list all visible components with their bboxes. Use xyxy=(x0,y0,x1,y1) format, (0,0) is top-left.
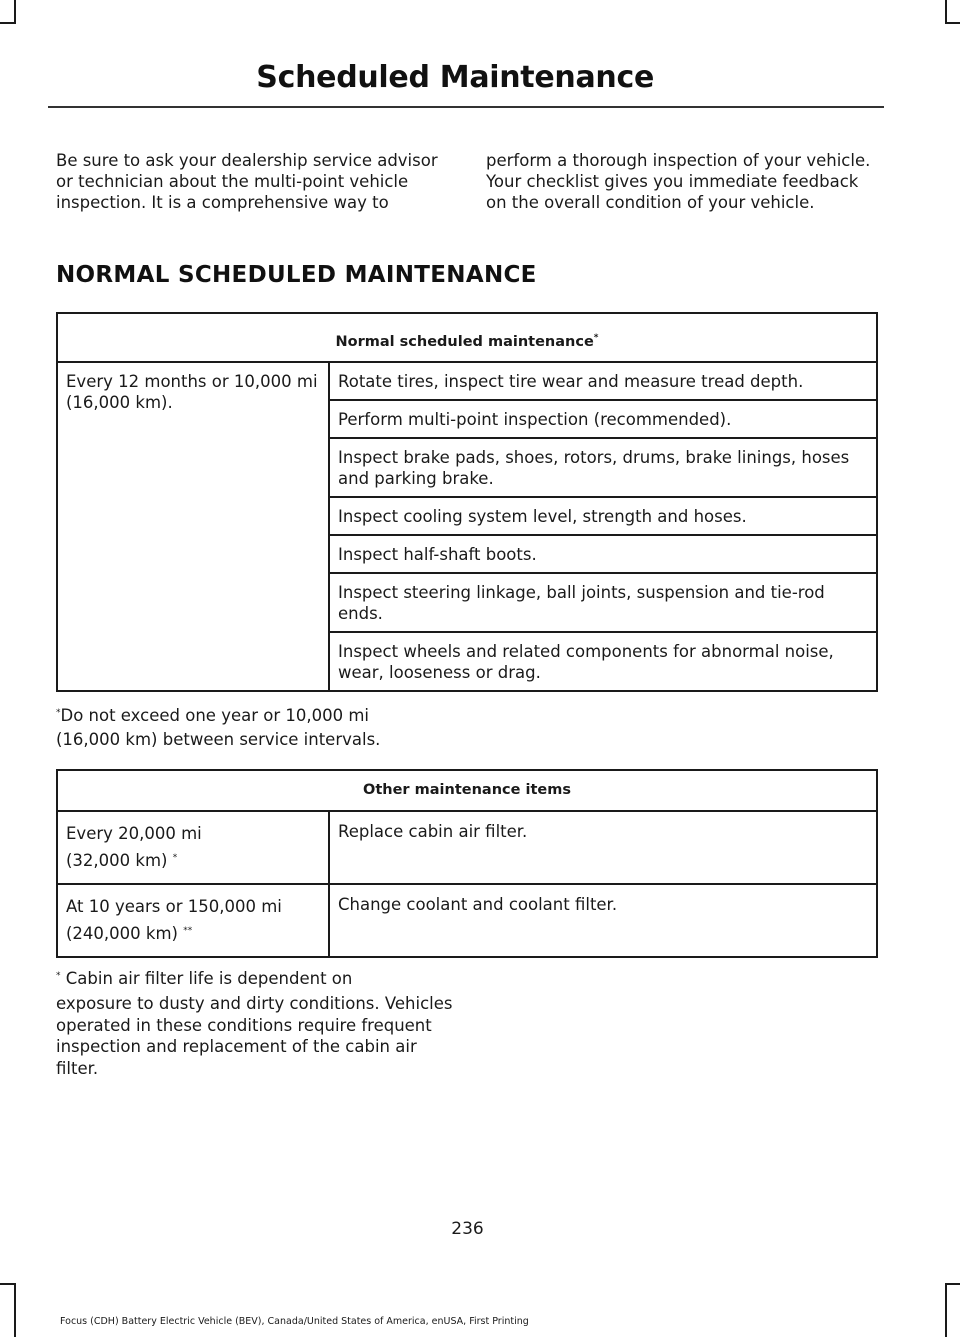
maintenance-item: Inspect half-shaft boots. xyxy=(329,535,877,573)
footnote-text: exposure to dusty and dirty conditions. Vehicles operated in these conditions require frequent inspection and replacement of the cabin air filter. xyxy=(56,994,453,1078)
interval-text: (240,000 km) xyxy=(66,924,178,943)
crop-mark-top-left-h xyxy=(0,22,16,24)
footnote-interval xyxy=(56,701,456,752)
table-row xyxy=(57,884,877,957)
maintenance-item: Inspect cooling system level, strength and hoses. xyxy=(329,497,877,535)
footnote-text: Do not exceed one year or 10,000 mi xyxy=(60,706,370,725)
maintenance-item: Change coolant and coolant filter. xyxy=(329,884,877,957)
maintenance-item: Inspect wheels and related components for abnormal noise, wear, looseness or drag. xyxy=(329,632,877,691)
crop-mark-bottom-right-h xyxy=(945,1283,960,1285)
table-caption: Other maintenance items xyxy=(57,770,877,811)
table-row xyxy=(57,362,877,400)
footnote-marker: * xyxy=(56,708,61,718)
interval-cell xyxy=(57,884,329,957)
title-divider xyxy=(48,106,884,108)
table-caption xyxy=(57,313,877,362)
table-row xyxy=(57,811,877,884)
interval-cell: Every 12 months or 10,000 mi (16,000 km). xyxy=(57,362,329,691)
footnote-marker: * xyxy=(172,853,178,863)
maintenance-item: Perform multi-point inspection (recommended). xyxy=(329,400,877,438)
maintenance-item: Rotate tires, inspect tire wear and measure tread depth. xyxy=(329,362,877,400)
crop-mark-bottom-left xyxy=(14,1283,16,1337)
crop-mark-top-left xyxy=(14,0,16,22)
intro-paragraph: Be sure to ask your dealership service advisor or technician about the multi-point vehicle inspection. It is a comprehensive way to perform a thorough inspection of your vehicle. Your checklist gives you immediate feedback on the overall condition of your vehicle. xyxy=(56,151,871,213)
interval-text: At 10 years or 150,000 mi xyxy=(66,897,282,916)
other-maintenance-table xyxy=(56,769,878,958)
crop-mark-bottom-right xyxy=(945,1283,947,1337)
maintenance-item: Inspect steering linkage, ball joints, suspension and tie-rod ends. xyxy=(329,573,877,632)
interval-text: (32,000 km) xyxy=(66,851,168,870)
footnote-marker: * xyxy=(56,971,61,981)
crop-mark-top-right-h xyxy=(945,22,960,24)
section-heading: NORMAL SCHEDULED MAINTENANCE xyxy=(56,262,537,288)
interval-cell xyxy=(57,811,329,884)
footnote-text: Cabin air filter life is dependent on xyxy=(65,969,353,988)
footnote-marker: * xyxy=(593,333,599,343)
maintenance-item: Replace cabin air filter. xyxy=(329,811,877,884)
maintenance-item: Inspect brake pads, shoes, rotors, drums, brake linings, hoses and parking brake. xyxy=(329,438,877,497)
interval-text: Every 20,000 mi xyxy=(66,824,202,843)
footnote-cabin-filter xyxy=(56,962,456,1079)
normal-maintenance-table xyxy=(56,312,878,692)
crop-mark-top-right xyxy=(945,0,947,22)
table-caption-text: Normal scheduled maintenance xyxy=(335,334,594,350)
footnote-text: (16,000 km) between service intervals. xyxy=(56,730,381,749)
page-number: 236 xyxy=(451,1219,484,1239)
page-title: Scheduled Maintenance xyxy=(256,60,654,95)
footnote-marker: ** xyxy=(183,926,193,936)
footer-text: Focus (CDH) Battery Electric Vehicle (BEV), Canada/United States of America, enUSA, First Printing xyxy=(60,1316,529,1327)
crop-mark-bottom-left-h xyxy=(0,1283,16,1285)
